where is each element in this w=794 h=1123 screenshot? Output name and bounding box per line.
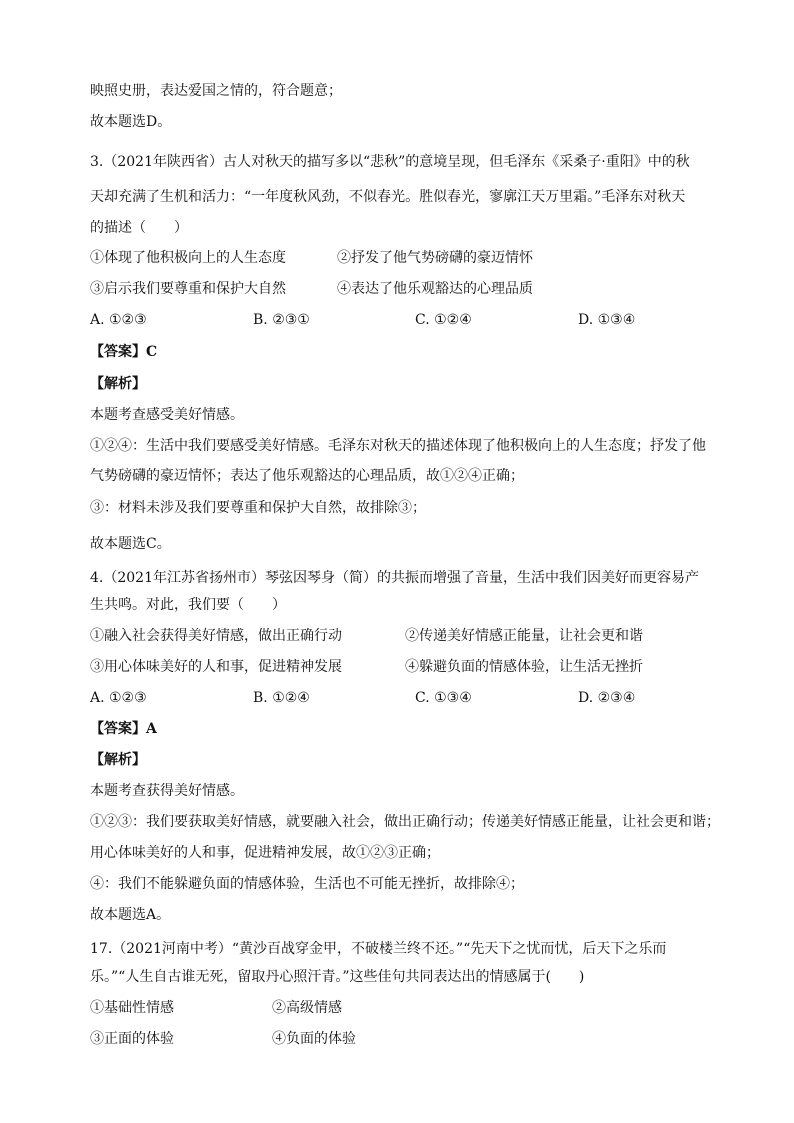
q4-choice-c: C. ①③④ (415, 690, 472, 706)
q3-choice-c: C. ①②④ (415, 312, 472, 328)
q3-choice-d: D. ①③④ (578, 312, 636, 328)
question-4-stem: 生共鸣。对此，我们要（ ） (90, 597, 286, 613)
q4-choice-d: D. ②③④ (578, 690, 636, 706)
question-17-stem: 17.（2021河南中考）“黄沙百战穿金甲，不破楼兰终不还。”“先天下之忧而忧，后天下之乐而 (90, 941, 667, 957)
analysis-text: 气势磅礴的豪迈情怀；表达了他乐观豁达的心理品质，故①②④正确； (90, 468, 524, 484)
analysis-label: 【解析】 (90, 376, 146, 392)
answer-label: 【答案】C (90, 344, 158, 360)
q4-item: ②传递美好情感正能量，让社会更和谐 (405, 628, 643, 644)
analysis-text: 故本题选A。 (90, 907, 171, 923)
q3-item: ③启示我们要尊重和保护大自然 (90, 281, 286, 297)
text-line: 故本题选D。 (90, 114, 172, 130)
q4-choice-a: A. ①②③ (90, 690, 147, 706)
q17-item: ③正面的体验 (90, 1031, 174, 1047)
analysis-text: ①②④：生活中我们要感受美好情感。毛泽东对秋天的描述体现了他积极向上的人生态度；抒发了他 (90, 438, 706, 454)
analysis-text: ③：材料未涉及我们要尊重和保护大自然，故排除③； (90, 500, 426, 516)
q3-item: ②抒发了他气势磅礴的豪迈情怀 (337, 250, 533, 266)
analysis-text: ④：我们不能躲避负面的情感体验，生活也不可能无挫折，故排除④； (90, 876, 524, 892)
text-line: 映照史册，表达爱国之情的，符合题意； (90, 83, 342, 99)
q17-item: ①基础性情感 (90, 1000, 174, 1016)
q3-item: ①体现了他积极向上的人生态度 (90, 250, 286, 266)
analysis-label: 【解析】 (90, 752, 146, 768)
q4-item: ③用心体味美好的人和事，促进精神发展 (90, 659, 342, 675)
analysis-text: 本题考查获得美好情感。 (90, 783, 244, 799)
analysis-text: 本题考查感受美好情感。 (90, 407, 244, 423)
question-17-stem: 乐。”“人生自古谁无死，留取丹心照汗青。”这些佳句共同表达出的情感属于( ) (90, 969, 585, 985)
question-3-stem: 天却充满了生机和活力：“一年度秋风劲，不似春光。胜似春光，寥廓江天万里霜。”毛泽东对秋天 (90, 189, 686, 205)
question-3-stem: 的描述（ ） (90, 220, 188, 236)
q4-choice-b: B. ①②④ (253, 690, 310, 706)
analysis-text: 用心体味美好的人和事，促进精神发展，故①②③正确； (90, 845, 440, 861)
question-3-stem: 3.（2021年陕西省）古人对秋天的描写多以“悲秋”的意境呈现，但毛泽东《采桑子·重阳》中的秋 (90, 154, 690, 170)
answer-label: 【答案】A (90, 721, 157, 737)
q3-choice-b: B. ②③① (253, 312, 310, 328)
analysis-text: 故本题选C。 (90, 536, 171, 552)
q3-item: ④表达了他乐观豁达的心理品质 (337, 281, 533, 297)
question-4-stem: 4.（2021年江苏省扬州市）琴弦因琴身（简）的共振而增强了音量，生活中我们因美好而更容易产 (90, 570, 699, 586)
q17-item: ④负面的体验 (272, 1031, 356, 1047)
q4-item: ①融入社会获得美好情感，做出正确行动 (90, 628, 342, 644)
q4-item: ④躲避负面的情感体验，让生活无挫折 (405, 659, 643, 675)
q3-choice-a: A. ①②③ (90, 312, 147, 328)
analysis-text: ①②③：我们要获取美好情感，就要融入社会，做出正确行动；传递美好情感正能量，让社会更和谐； (90, 814, 720, 830)
q17-item: ②高级情感 (272, 1000, 342, 1016)
